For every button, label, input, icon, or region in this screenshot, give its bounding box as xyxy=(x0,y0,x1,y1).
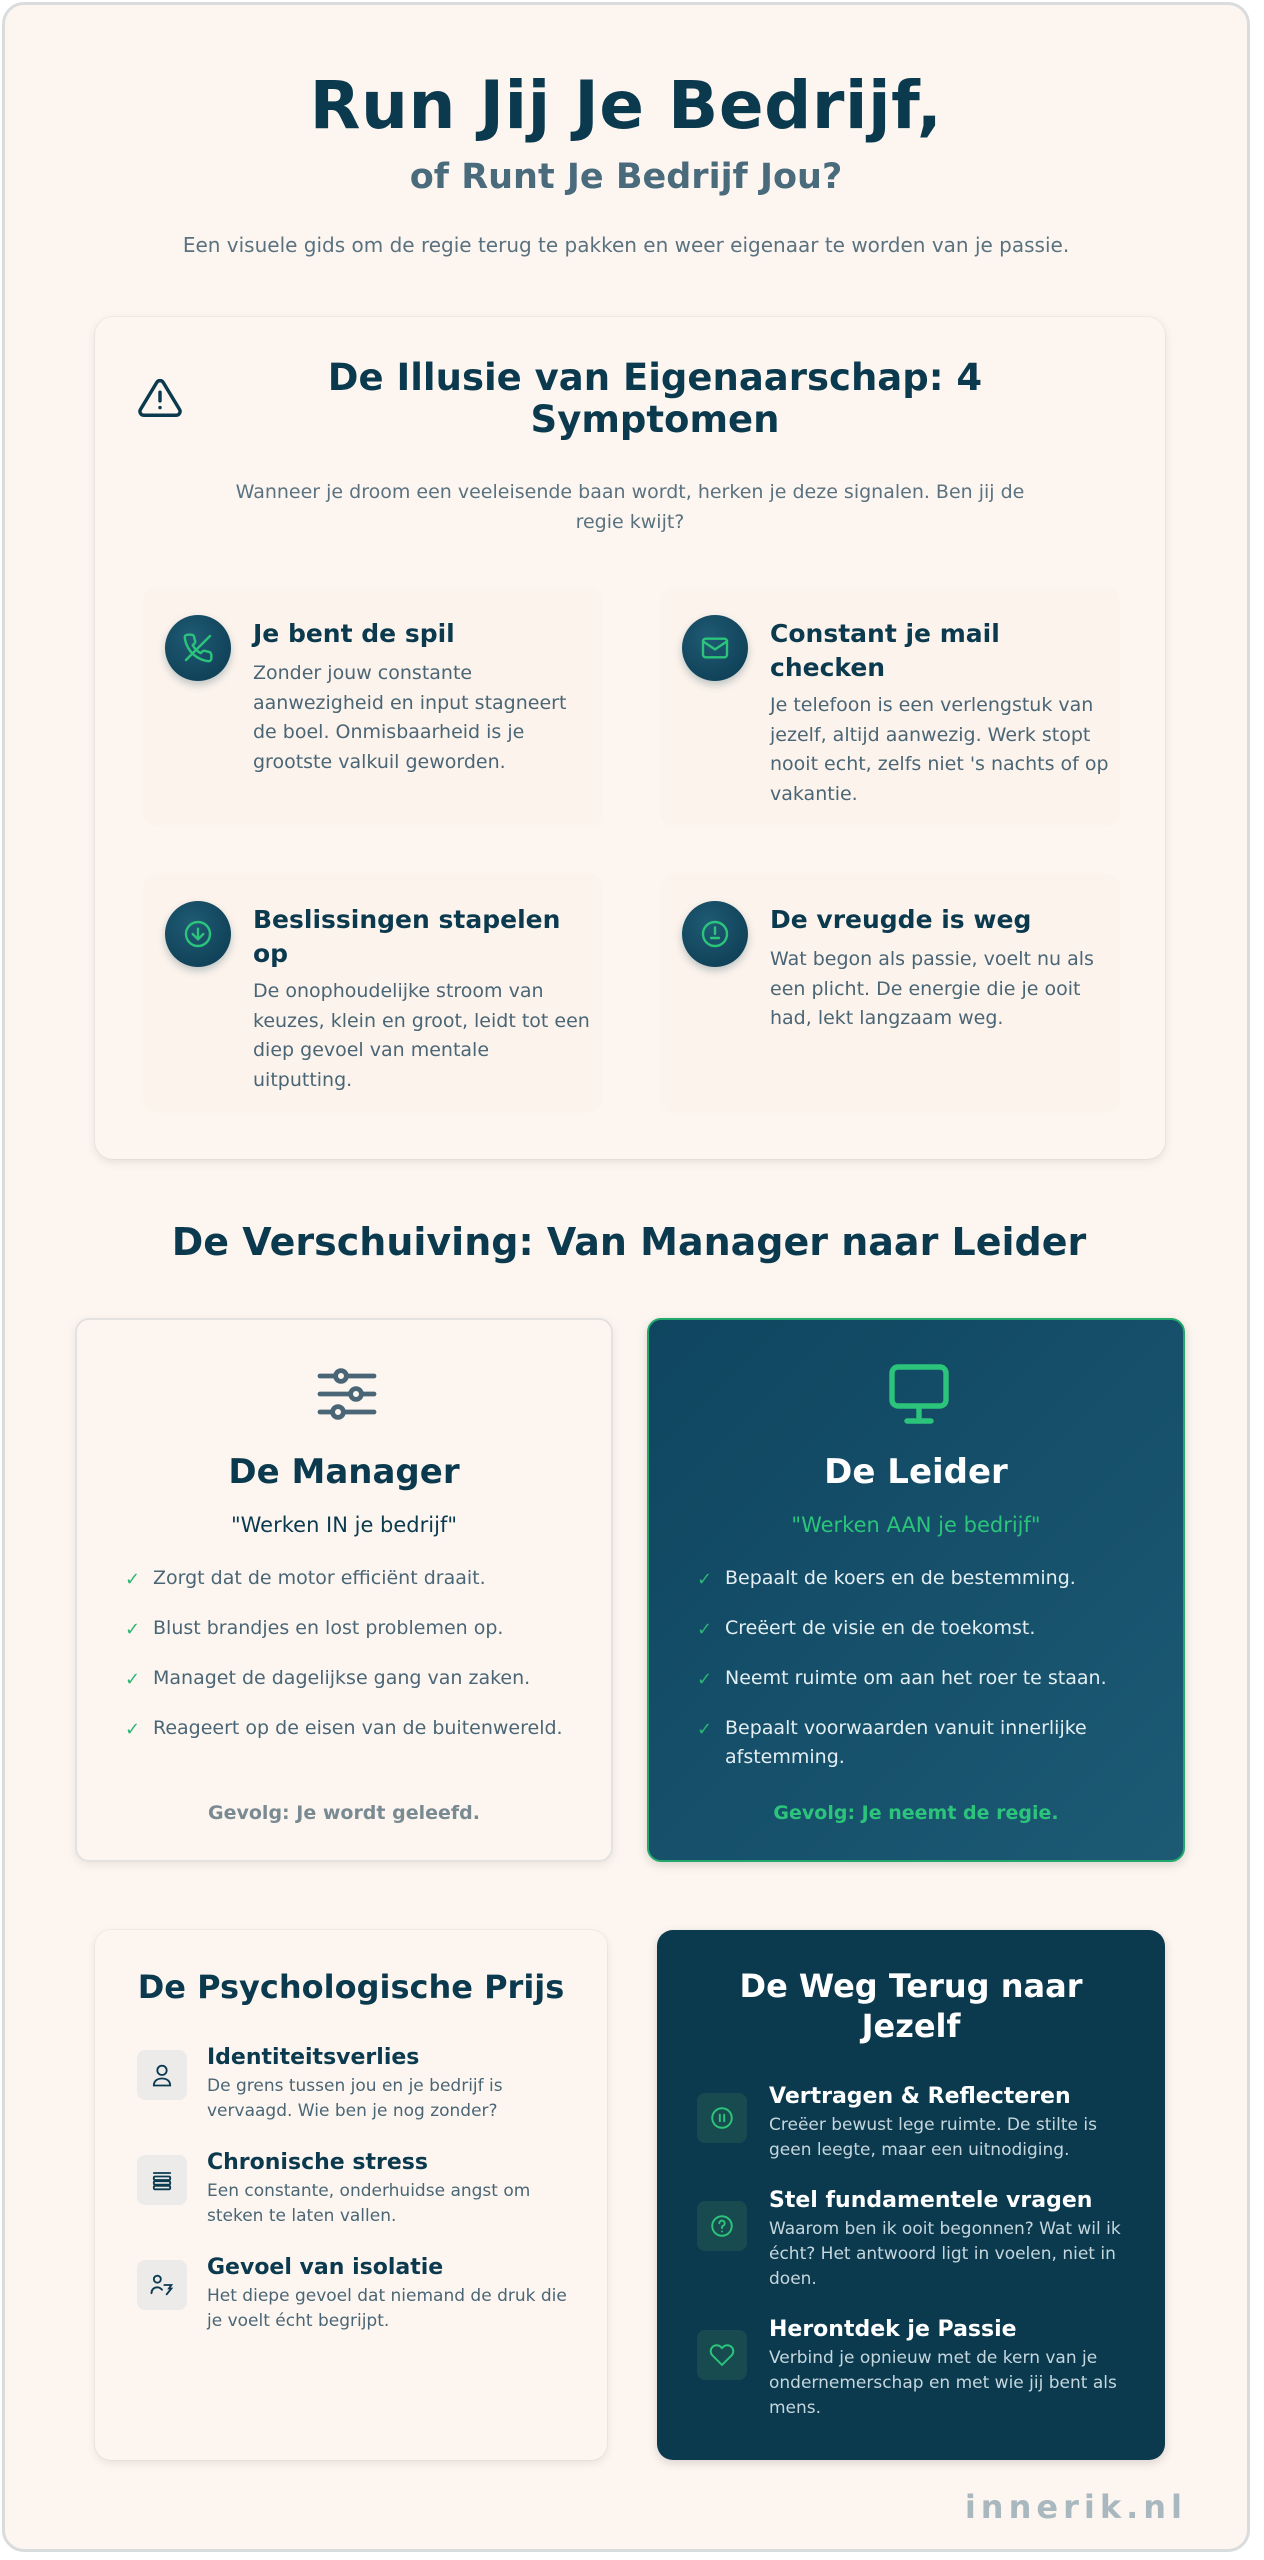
list-item: ✓ Creëert de visie en de toekomst. xyxy=(697,1614,1157,1643)
manager-motto: "Werken IN je bedrijf" xyxy=(230,1513,457,1537)
page-intro: Een visuele gids om de regie terug te pakken en weer eigenaar te worden van je passie. xyxy=(182,233,1070,257)
symptoms-card xyxy=(95,317,1165,1159)
leader-points xyxy=(697,1564,1157,1793)
price-title: De Psychologische Prijs xyxy=(137,1968,565,2006)
price-card xyxy=(95,1930,607,2460)
heart-icon xyxy=(697,2330,747,2380)
check-icon: ✓ xyxy=(125,1719,141,1740)
list-item: ✓ Neemt ruimte om aan het roer te staan. xyxy=(697,1664,1157,1693)
price-item xyxy=(137,2254,577,2344)
way-title: De Weg Terug naar Jezelf xyxy=(739,1967,1083,2045)
symptom-title: Beslissingen stapelen op xyxy=(253,905,561,968)
isolation-icon xyxy=(137,2260,187,2310)
price-item-text: Een constante, onderhuidse angst om steken te laten vallen. xyxy=(207,2181,531,2226)
check-icon: ✓ xyxy=(697,1669,713,1690)
check-icon: ✓ xyxy=(125,1569,141,1590)
brand-logo[interactable]: innerik.nl xyxy=(964,2488,1187,2526)
check-icon: ✓ xyxy=(697,1719,713,1740)
price-item-text: Het diepe gevoel dat niemand de druk die je voelt écht begrijpt. xyxy=(207,2286,567,2331)
leader-result: Gevolg: Je neemt de regie. xyxy=(773,1802,1059,1824)
check-icon: ✓ xyxy=(125,1619,141,1640)
phone-icon xyxy=(165,615,231,681)
leader-motto: "Werken AAN je bedrijf" xyxy=(791,1513,1041,1537)
way-item-title: Herontdek je Passie xyxy=(769,2317,1017,2342)
user-icon xyxy=(137,2050,187,2100)
infographic-page xyxy=(2,2,1250,2552)
symptom-card xyxy=(143,873,603,1113)
way-item-title: Vertragen & Reflecteren xyxy=(769,2084,1071,2109)
manager-title: De Manager xyxy=(228,1452,460,1492)
price-item-text: De grens tussen jou en je bedrijf is vervaagd. Wie ben je nog zonder? xyxy=(207,2076,503,2121)
symptom-card xyxy=(660,873,1120,1113)
symptom-text: De onophoudelijke stroom van keuzes, klein en groot, leidt tot een diep gevoel van mentale uitputting. xyxy=(253,980,590,1091)
shift-title: De Verschuiving: Van Manager naar Leider xyxy=(171,1220,1087,1264)
page-title: Run Jij Je Bedrijf, xyxy=(309,67,943,144)
mail-icon xyxy=(682,615,748,681)
symptom-text: Je telefoon is een verlengstuk van jezelf, altijd aanwezig. Werk stopt nooit echt, zelfs niet 's nachts of op vakantie. xyxy=(770,694,1109,805)
list-item: ✓ Reageert op de eisen van de buitenwereld. xyxy=(125,1714,585,1743)
manager-result: Gevolg: Je wordt geleefd. xyxy=(208,1802,480,1824)
symptom-card xyxy=(143,587,603,827)
question-icon xyxy=(697,2201,747,2251)
way-item-text: Waarom ben ik ooit begonnen? Wat wil ik écht? Het antwoord ligt in voelen, niet in doen. xyxy=(769,2219,1121,2289)
symptoms-title: De Illusie van Eigenaarschap: 4 Symptomen xyxy=(327,356,983,441)
price-item-title: Chronische stress xyxy=(207,2150,428,2175)
price-item-title: Gevoel van isolatie xyxy=(207,2255,444,2280)
symptom-title: Constant je mail checken xyxy=(770,619,1000,682)
list-item: ✓ Blust brandjes en lost problemen op. xyxy=(125,1614,585,1643)
price-item xyxy=(137,2044,577,2134)
list-item: ✓ Bepaalt voorwaarden vanuit innerlijke afstemming. xyxy=(697,1717,1087,1768)
leader-card xyxy=(647,1318,1185,1862)
pause-icon xyxy=(697,2093,747,2143)
symptom-title: Je bent de spil xyxy=(253,619,455,648)
check-icon: ✓ xyxy=(697,1569,713,1590)
way-item-text: Verbind je opnieuw met de kern van je ondernemerschap en met wie jij bent als mens. xyxy=(769,2348,1117,2418)
check-icon: ✓ xyxy=(125,1669,141,1690)
way-item-text: Creëer bewust lege ruimte. De stilte is geen leegte, maar een uitnodiging. xyxy=(769,2115,1097,2160)
symptoms-intro: Wanneer je droom een veeleisende baan wordt, herken je deze signalen. Ben jij de regie kwijt? xyxy=(235,481,1025,533)
sliders-icon xyxy=(311,1358,383,1430)
arrow-down-circle-icon xyxy=(165,901,231,967)
check-icon: ✓ xyxy=(697,1619,713,1640)
list-item: ✓ Bepaalt de koers en de bestemming. xyxy=(697,1564,1157,1593)
symptom-text: Wat begon als passie, voelt nu als een plicht. De energie die je ooit had, lekt langzaam weg. xyxy=(770,948,1094,1029)
timer-icon xyxy=(682,901,748,967)
manager-card xyxy=(75,1318,613,1862)
symptom-card xyxy=(660,587,1120,827)
list-item: ✓ Managet de dagelijkse gang van zaken. xyxy=(125,1664,585,1693)
symptom-title: De vreugde is weg xyxy=(770,905,1032,934)
price-item xyxy=(137,2149,577,2239)
monitor-icon xyxy=(883,1358,955,1430)
price-item-title: Identiteitsverlies xyxy=(207,2045,420,2070)
stack-icon xyxy=(137,2155,187,2205)
leader-title: De Leider xyxy=(824,1452,1008,1492)
way-item-title: Stel fundamentele vragen xyxy=(769,2188,1093,2213)
hero-section xyxy=(5,5,1247,259)
symptom-text: Zonder jouw constante aanwezigheid en input stagneert de boel. Onmisbaarheid is je grootste valkuil geworden. xyxy=(253,662,567,773)
page-subtitle: of Runt Je Bedrijf Jou? xyxy=(409,157,843,197)
way-back-card xyxy=(657,1930,1165,2460)
warning-icon xyxy=(137,375,183,421)
manager-points xyxy=(125,1564,585,1764)
list-item: ✓ Zorgt dat de motor efficiënt draait. xyxy=(125,1564,585,1593)
